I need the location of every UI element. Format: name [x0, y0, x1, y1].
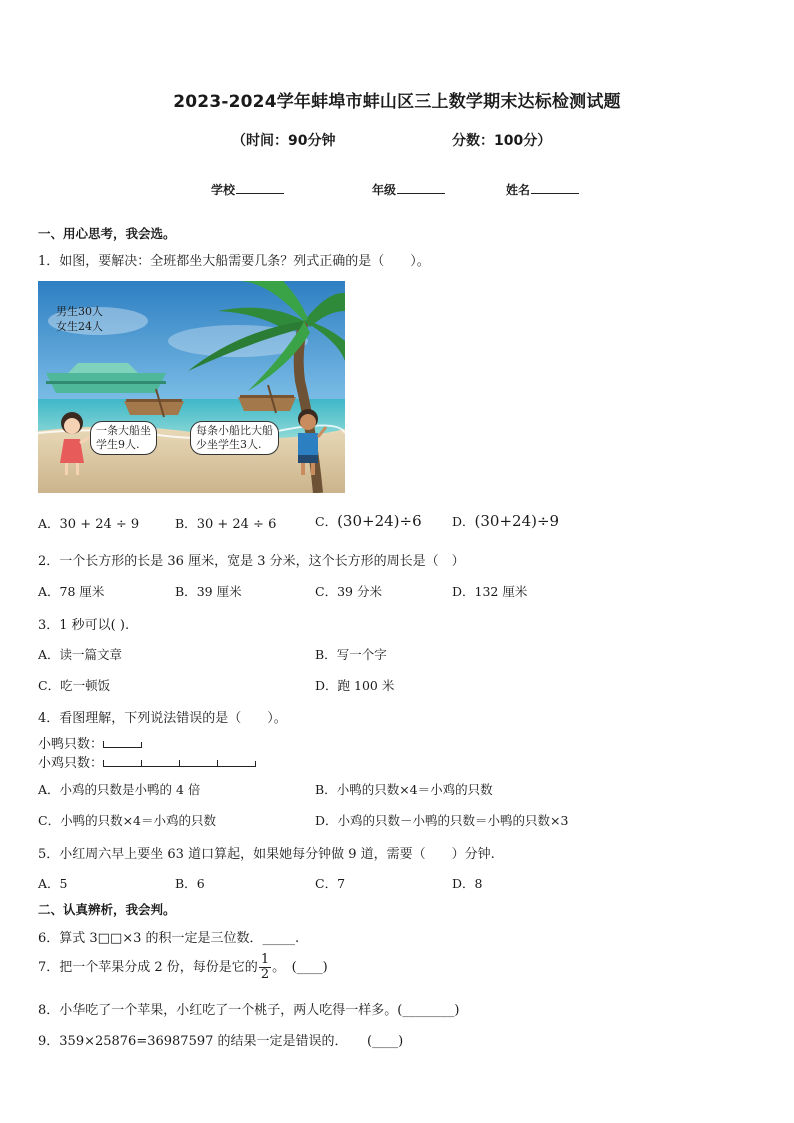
q5-option-d-text: 8: [474, 876, 483, 891]
ducks-segment-end: [141, 742, 142, 748]
q3-option-d[interactable]: [315, 676, 394, 694]
question-6: 6．算式 3□□×3 的积一定是三位数．_____.: [38, 931, 300, 946]
q5-option-a-text: 5: [59, 876, 68, 891]
question-7-text: 7．把一个苹果分成 2 份，每份是它的: [38, 960, 258, 975]
question-8: 8．小华吃了一个苹果，小红吃了一个桃子，两人吃得一样多。(________): [38, 1003, 460, 1018]
q1-option-c-text: (30+24)÷6: [337, 512, 422, 530]
girls-count-label: 女生24人: [56, 320, 103, 333]
q2-option-d[interactable]: [452, 582, 527, 600]
section-1-heading: 一、用心思考，我会选。: [38, 226, 176, 241]
q2-option-a-text: 78 厘米: [59, 584, 105, 599]
page-title: 2023-2024学年蚌埠市蚌山区三上数学期末达标检测试题: [173, 92, 621, 112]
q2-option-a-letter: A．: [38, 584, 60, 599]
question-9: 9．359×25876=36987597 的结果一定是错误的． (____): [38, 1034, 404, 1049]
school-label: 学校: [211, 183, 236, 197]
q3-option-d-letter: D．: [315, 678, 338, 693]
school-blank[interactable]: [236, 181, 284, 194]
q4-option-c[interactable]: [38, 811, 216, 829]
q4-option-c-letter: C．: [38, 813, 61, 828]
chicks-segment-2: [141, 760, 179, 767]
grade-field[interactable]: [372, 181, 445, 198]
q4-option-d-letter: D．: [315, 813, 338, 828]
bubble-boy-line-2: 少坐学生3人.: [196, 438, 262, 451]
ducks-bar-row: [38, 733, 142, 752]
q4-option-d[interactable]: [315, 811, 568, 829]
q5-option-b-letter: B．: [175, 876, 197, 891]
chicks-bar-row: [38, 752, 256, 771]
fraction-numerator: 1: [260, 952, 270, 967]
q1-option-a-text: 30 + 24 ÷ 9: [59, 517, 140, 532]
name-blank[interactable]: [531, 181, 579, 194]
exam-time: （时间：90分钟: [232, 133, 336, 149]
fraction-one-half: [259, 953, 271, 982]
section-2-heading: 二、认真辨析，我会判。: [38, 902, 176, 917]
q2-option-b-letter: B．: [175, 584, 197, 599]
q1-option-d[interactable]: [452, 512, 559, 530]
question-7-answer-blank[interactable]: 。 (____): [272, 960, 328, 975]
chicks-segment-4: [217, 760, 255, 767]
bubble-girl-line-2: 学生9人.: [96, 438, 140, 451]
q5-option-c[interactable]: [315, 874, 345, 892]
q2-option-b-text: 39 厘米: [196, 584, 242, 599]
q2-option-b[interactable]: [175, 582, 242, 600]
q1-option-b-letter: B．: [175, 516, 197, 531]
q5-option-d-letter: D．: [452, 876, 475, 891]
q3-option-a-text: 读一篇文章: [59, 647, 123, 662]
question-4-stem: 4．看图理解，下列说法错误的是（ ）。: [38, 711, 287, 726]
q4-option-a-letter: A．: [38, 782, 60, 797]
q5-option-b[interactable]: [175, 874, 205, 892]
q5-option-d[interactable]: [452, 874, 482, 892]
name-field[interactable]: [506, 181, 579, 198]
question-1-stem: 1．如图，要解决：全班都坐大船需要几条？列式正确的是（ ）。: [38, 254, 430, 269]
q5-option-a-letter: A．: [38, 876, 60, 891]
chicks-segment-3: [179, 760, 217, 767]
q4-option-b-text: 小鸭的只数×4＝小鸡的只数: [336, 782, 493, 797]
question-7: [38, 953, 328, 982]
beach-scene-image: [38, 281, 345, 493]
q4-option-b[interactable]: [315, 780, 493, 798]
chicks-count-label: 小鸡只数：: [38, 756, 104, 771]
q1-option-a-letter: A．: [38, 516, 60, 531]
q1-option-d-letter: D．: [452, 514, 475, 529]
q5-option-c-letter: C．: [315, 876, 338, 891]
question-5-stem: 5．小红周六早上要坐 63 道口算起，如果她每分钟做 9 道，需要（ ）分钟.: [38, 847, 495, 862]
q1-option-b[interactable]: [175, 514, 276, 532]
q1-option-d-text: (30+24)÷9: [474, 512, 560, 530]
q4-option-d-text: 小鸡的只数－小鸭的只数＝小鸭的只数×3: [337, 813, 569, 828]
q1-option-a[interactable]: [38, 514, 139, 532]
q1-option-b-text: 30 + 24 ÷ 6: [196, 517, 277, 532]
q1-option-c[interactable]: [315, 512, 422, 530]
q2-option-c-text: 39 分米: [337, 584, 382, 599]
q4-option-b-letter: B．: [315, 782, 337, 797]
q3-option-c-letter: C．: [38, 678, 61, 693]
q4-option-c-text: 小鸭的只数×4＝小鸡的只数: [60, 813, 217, 828]
q2-option-d-text: 132 厘米: [474, 584, 528, 599]
boys-count-label: 男生30人: [56, 305, 103, 318]
q3-option-b-text: 写一个字: [336, 647, 387, 662]
school-field[interactable]: [211, 181, 284, 198]
question-3-stem: 3．1 秒可以( ).: [38, 618, 130, 633]
q5-option-c-text: 7: [337, 876, 346, 891]
q3-option-a-letter: A．: [38, 647, 60, 662]
q3-option-c[interactable]: [38, 676, 110, 694]
chicks-segment-end: [255, 761, 256, 767]
q4-option-a-text: 小鸡的只数是小鸭的 4 倍: [59, 782, 201, 797]
ducks-segment: [103, 741, 141, 748]
name-label: 姓名: [506, 183, 531, 197]
exam-score: 分数：100分）: [452, 133, 552, 149]
q4-option-a[interactable]: [38, 780, 200, 798]
q3-option-a[interactable]: [38, 645, 122, 663]
q3-option-d-text: 跑 100 米: [337, 678, 395, 693]
bubble-boy-line-1: 每条小船比大船: [196, 424, 273, 437]
chicks-segment-1: [103, 760, 141, 767]
ducks-count-label: 小鸭只数：: [38, 737, 104, 752]
q2-option-a[interactable]: [38, 582, 104, 600]
q5-option-b-text: 6: [196, 876, 205, 891]
speech-bubble-boy: [190, 421, 279, 455]
grade-blank[interactable]: [397, 181, 445, 194]
question-2-stem: 2．一个长方形的长是 36 厘米，宽是 3 分米，这个长方形的周长是（ ）: [38, 554, 465, 569]
q3-option-b[interactable]: [315, 645, 387, 663]
speech-bubble-girl: [90, 421, 157, 455]
q3-option-b-letter: B．: [315, 647, 337, 662]
q2-option-c-letter: C．: [315, 584, 338, 599]
bubble-girl-line-1: 一条大船坐: [96, 424, 151, 437]
q2-option-d-letter: D．: [452, 584, 475, 599]
fraction-denominator: 2: [260, 967, 270, 982]
grade-label: 年级: [372, 183, 397, 197]
q1-option-c-letter: C．: [315, 514, 338, 529]
q2-option-c[interactable]: [315, 582, 382, 600]
q5-option-a[interactable]: [38, 874, 67, 892]
q3-option-c-text: 吃一顿饭: [60, 678, 111, 693]
